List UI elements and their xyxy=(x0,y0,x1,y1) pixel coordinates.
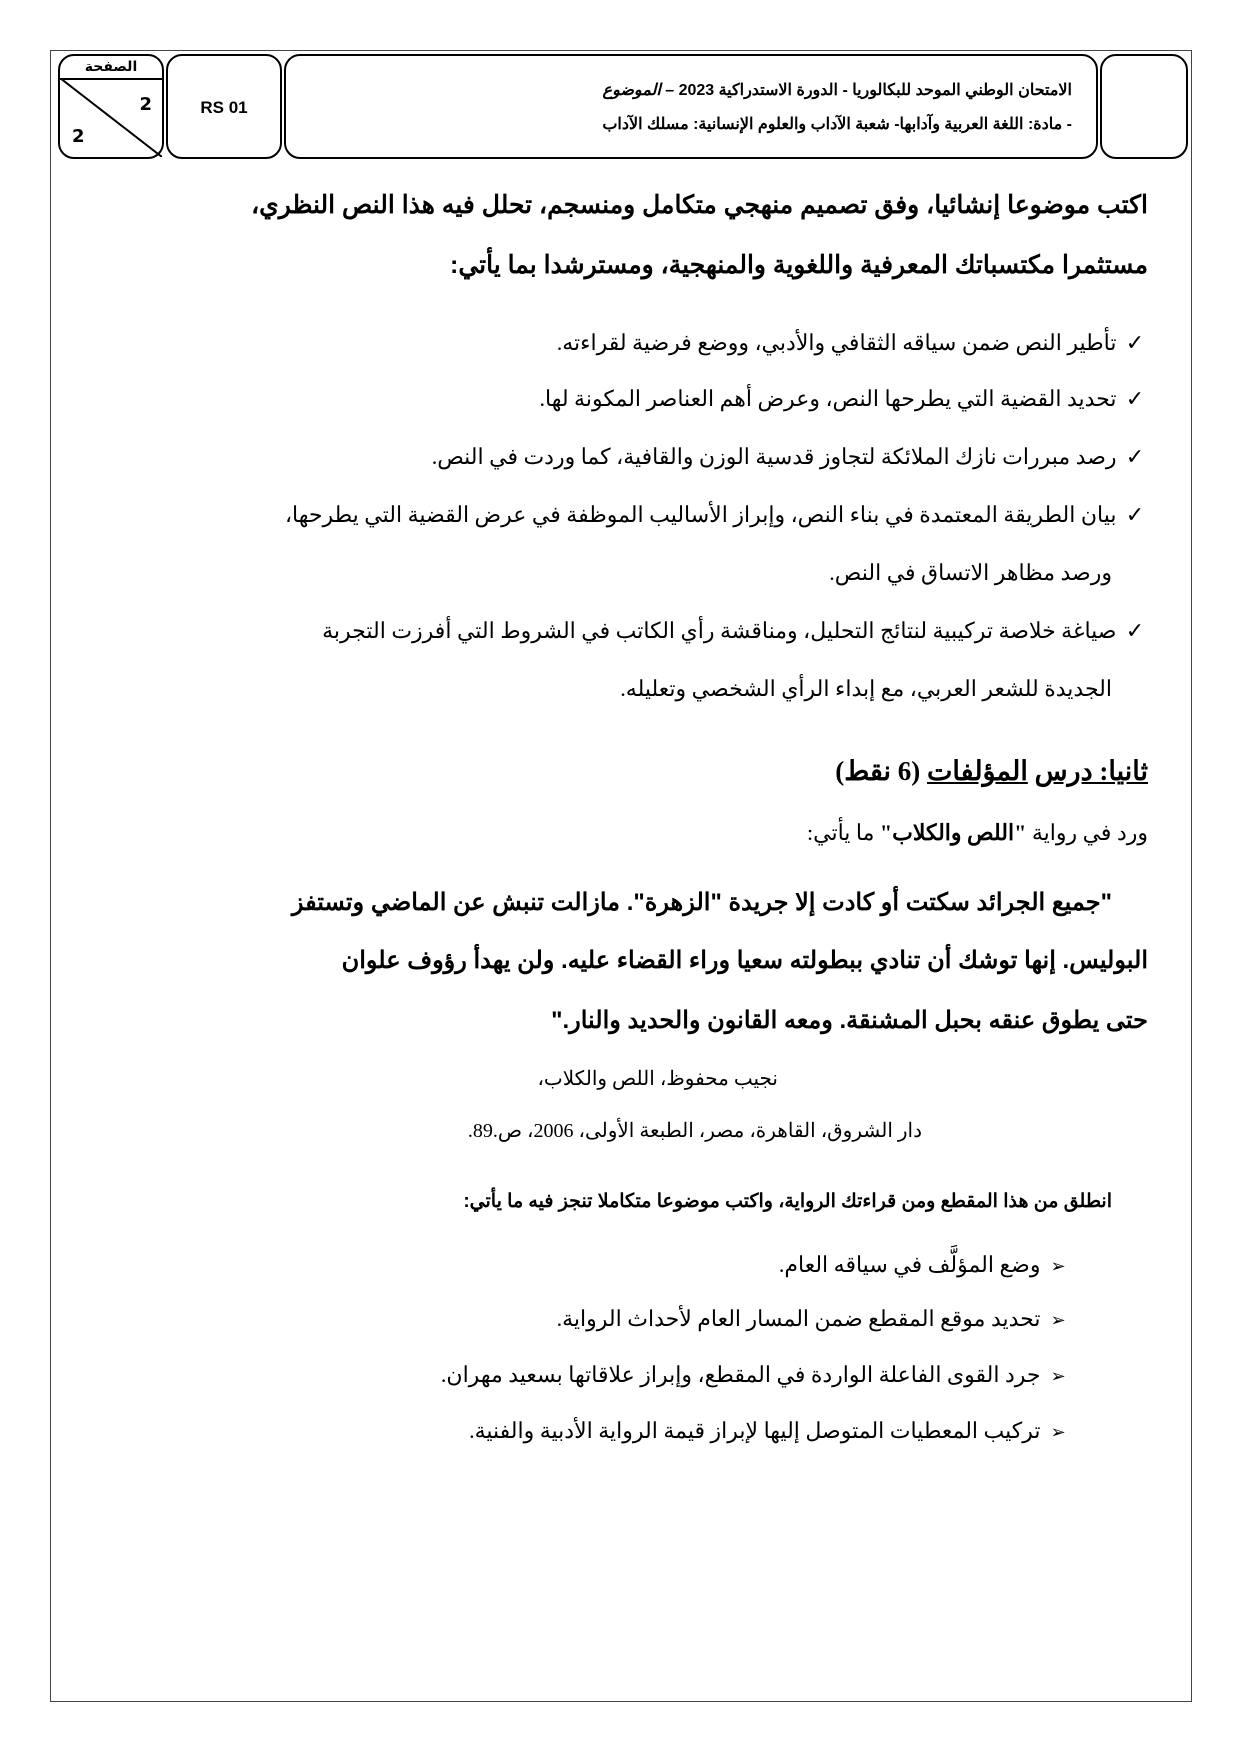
quote-line-1: "جميع الجرائد سكتت أو كادت إلا جريدة "الزهرة". مازالت تنبش عن الماضي وتستفز xyxy=(291,889,1112,916)
guide-item-text: تحديد القضية التي يطرحها النص، وعرض أهم العناصر المكونة لها. xyxy=(539,386,1117,411)
lead-before: ورد في رواية xyxy=(1026,820,1148,845)
guide-item-3 xyxy=(432,444,1148,470)
exam-title-line-2: - مادة: اللغة العربية وآدابها- شعبة الآداب والعلوم الإنسانية: مسلك الآداب xyxy=(602,116,1072,133)
guide-item-5 xyxy=(322,618,1148,644)
exam-code-box xyxy=(166,54,282,159)
task-item-1 xyxy=(779,1252,1070,1278)
guide-item-4 xyxy=(285,502,1148,528)
check-icon: ✓ xyxy=(1125,330,1145,355)
guide-item-text: رصد مبررات نازك الملائكة لتجاوز قدسية الوزن والقافية، كما وردت في النص. xyxy=(431,444,1117,469)
guide-item-text: صياغة خلاصة تركيبية لنتائج التحليل، ومناقشة رأي الكاتب في الشروط التي أفرزت التجربة xyxy=(322,618,1117,643)
section-points: (6 نقط) xyxy=(835,756,921,786)
task-item-2 xyxy=(557,1306,1070,1332)
arrow-icon: ➢ xyxy=(1050,1310,1066,1330)
lead-after: ما يأتي: xyxy=(807,820,880,845)
grade-box xyxy=(1100,54,1188,159)
section-title-prefix: ثانيا: درس xyxy=(1034,756,1148,786)
instruction-line-1: اكتب موضوعا إنشائيا، وفق تصميم منهجي متكامل ومنسجم، تحلل فيه هذا النص النظري، xyxy=(251,191,1148,219)
check-icon: ✓ xyxy=(1125,502,1145,527)
source-line-2: دار الشروق، القاهرة، مصر، الطبعة الأولى، 2006، ص.89. xyxy=(467,1120,922,1142)
section-title-underlined: المؤلفات xyxy=(927,756,1028,786)
page-frame xyxy=(50,50,1192,1702)
novel-lead xyxy=(807,820,1148,846)
novel-title: "اللص والكلاب" xyxy=(879,820,1027,845)
page-total: 2 xyxy=(72,126,85,147)
page-label: الصفحة xyxy=(84,59,138,75)
task-item-3 xyxy=(441,1362,1070,1388)
page-number-box xyxy=(58,54,164,159)
guide-item-1 xyxy=(557,330,1148,356)
quote-line-3: حتى يطوق عنقه بحبل المشنقة. ومعه القانون والحديد والنار." xyxy=(551,1007,1148,1034)
arrow-icon: ➢ xyxy=(1050,1366,1066,1386)
exam-title-box xyxy=(284,54,1098,159)
exam-title-line-1 xyxy=(603,80,1072,100)
task-item-4 xyxy=(469,1418,1070,1444)
guide-item-2 xyxy=(540,386,1149,412)
exam-title-prefix: الامتحان الوطني الموحد للبكالوريا - الدورة الاستدراكية 2023 – xyxy=(665,82,1072,99)
instruction-line-2: مستثمرا مكتسباتك المعرفية واللغوية والمنهجية، ومسترشدا بما يأتي: xyxy=(450,251,1148,279)
guide-item-5-continuation: الجديدة للشعر العربي، مع إبداء الرأي الشخصي وتعليله. xyxy=(620,676,1112,701)
check-icon: ✓ xyxy=(1125,444,1145,469)
guide-item-4-continuation: ورصد مظاهر الاتساق في النص. xyxy=(829,560,1112,585)
page-current: 2 xyxy=(139,94,152,115)
exam-code: RS 01 xyxy=(200,98,248,117)
task-item-text: جرد القوى الفاعلة الواردة في المقطع، وإبراز علاقاتها بسعيد مهران. xyxy=(440,1362,1041,1387)
task-item-text: تركيب المعطيات المتوصل إليها لإبراز قيمة الرواية الأدبية والفنية. xyxy=(469,1418,1041,1443)
exam-title-subject: الموضوع xyxy=(602,80,661,99)
section-title-part2 xyxy=(835,756,1148,787)
guide-item-text: تأطير النص ضمن سياقه الثقافي والأدبي، ووضع فرضية لقراءته. xyxy=(556,330,1117,355)
source-line-1: نجيب محفوظ، اللص والكلاب، xyxy=(537,1068,778,1090)
task-item-text: وضع المؤلَّف في سياقه العام. xyxy=(778,1252,1041,1277)
guide-item-text: بيان الطريقة المعتمدة في بناء النص، وإبراز الأساليب الموظفة في عرض القضية التي يطرحها، xyxy=(284,502,1117,527)
quote-line-2: البوليس. إنها توشك أن تنادي ببطولته سعيا وراء القضاء عليه. ولن يهدأ رؤوف علوان xyxy=(341,947,1148,974)
arrow-icon: ➢ xyxy=(1050,1256,1066,1276)
task-item-text: تحديد موقع المقطع ضمن المسار العام لأحداث الرواية. xyxy=(556,1306,1041,1331)
check-icon: ✓ xyxy=(1125,386,1145,411)
check-icon: ✓ xyxy=(1125,618,1145,643)
arrow-icon: ➢ xyxy=(1050,1422,1066,1442)
task-intro: انطلق من هذا المقطع ومن قراءتك الرواية، واكتب موضوعا متكاملا تنجز فيه ما يأتي: xyxy=(463,1191,1112,1212)
